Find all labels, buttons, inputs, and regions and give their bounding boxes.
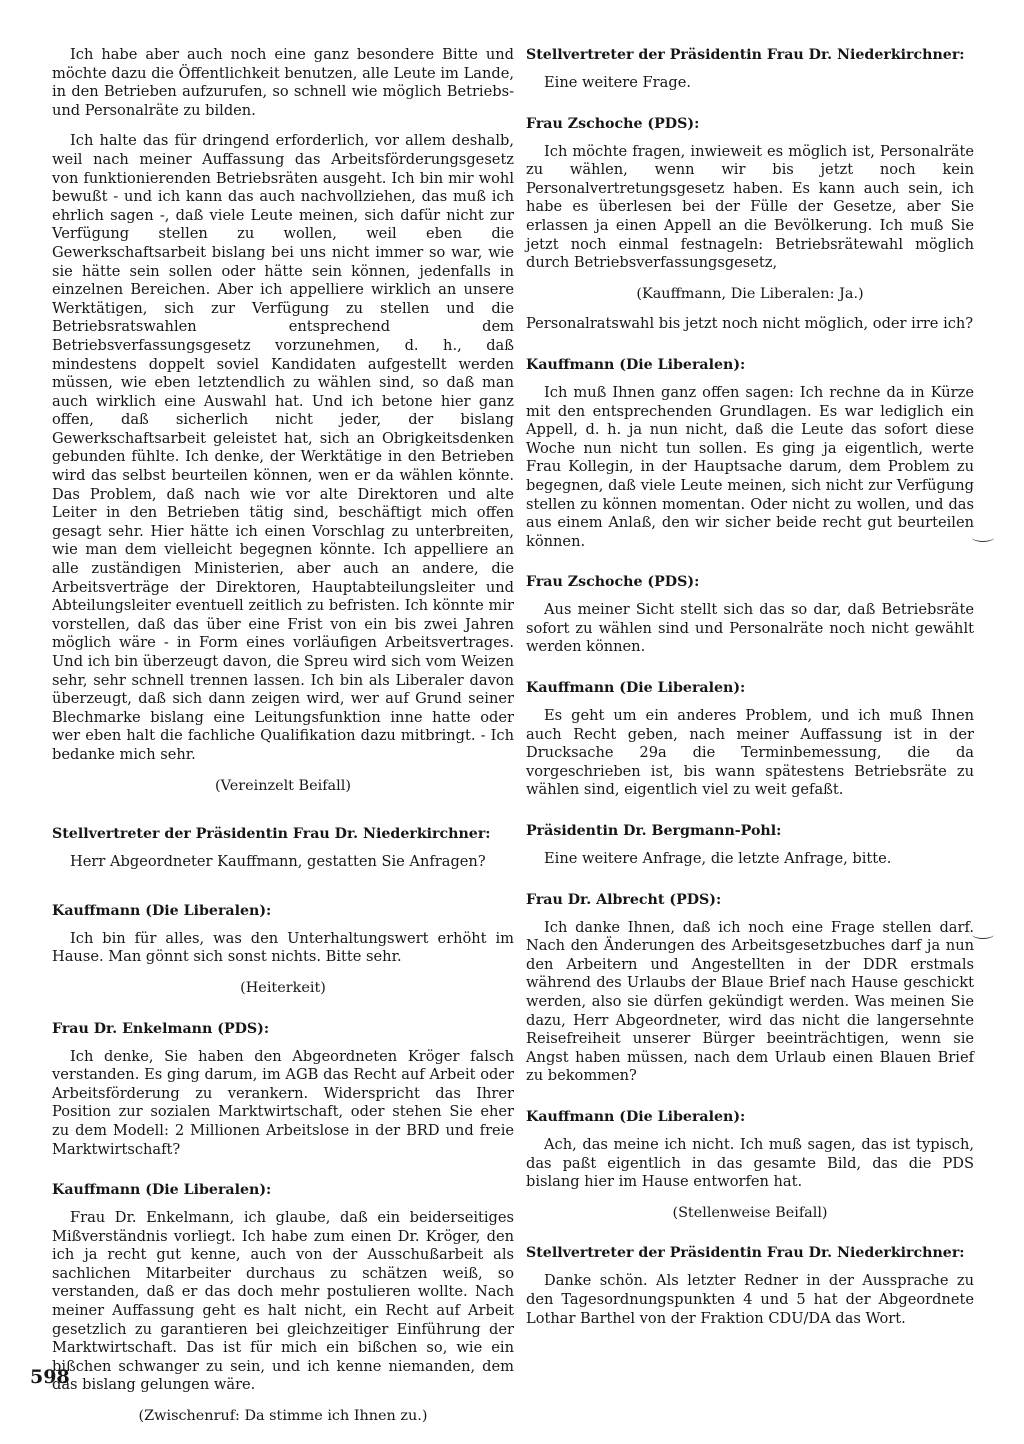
speaker-heading: Kauffmann (Die Liberalen): bbox=[526, 680, 746, 697]
right-column bbox=[526, 46, 974, 1328]
margin-mark bbox=[972, 533, 994, 542]
paragraph: Danke schön. Als letzter Redner in der Aussprache zu den Tagesordnungspunkten 4 und 5 hat der Abgeordnete Lothar Barthel von der Fraktion CDU/DA das Wort. bbox=[526, 1272, 974, 1327]
speaker-heading: Kauffmann (Die Liberalen): bbox=[526, 1108, 746, 1125]
speaker-heading: Frau Dr. Enkelmann (PDS): bbox=[52, 1020, 270, 1037]
speaker-heading: Stellvertreter der Präsidentin Frau Dr. Niederkirchner: bbox=[526, 47, 965, 63]
paragraph: Ich bin für alles, was den Unterhaltungswert erhöht im Hause. Man gönnt sich sonst nichts. Bitte sehr. bbox=[52, 929, 514, 966]
paragraph: Personalratswahl bis jetzt noch nicht möglich, oder irre ich? bbox=[526, 315, 974, 333]
interjection: (Zwischenruf: Da stimme ich Ihnen zu.) bbox=[138, 1408, 428, 1425]
speaker-heading: Kauffmann (Die Liberalen): bbox=[52, 902, 272, 919]
speaker-heading: Kauffmann (Die Liberalen): bbox=[526, 356, 746, 373]
paragraph: Ich muß Ihnen ganz offen sagen: Ich rechne da in Kürze mit den entsprechenden Grundlagen. Es war lediglich ein Appell, d. h. ja nun nicht, daß die Leute das sofort diese Woche nun nicht tun sollen. Es ging ja eigentlich, werte Frau Kollegin, in der Hauptsache darum, dem Problem zu begegnen, daß viele Leute meinen, sich nicht zur Verfügung stellen zu können momentan. Oder nicht zu wollen, und das aus einem Anlaß, den wir sicher beide recht gut beurteilen können. bbox=[526, 383, 974, 550]
paragraph: Frau Dr. Enkelmann, ich glaube, daß ein beiderseitiges Mißverständnis vorliegt. Ich habe zum einen Dr. Kröger, den ich ja recht gut kenne, auch von der Ausschußarbeit als sachlichen Mitarbeiter durchaus zu schätzen weiß, so verstanden, daß er das doch mehr postulieren wollte. Nach meiner Auffassung geht es halt nicht, ein Recht auf Arbeit gesetzlich zu garantieren bei gleichzeitiger Einführung der Marktwirtschaft. Das ist für mich ein bißchen so, wie ein bißchen schwanger zu sein, und ich kenne niemanden, dem das bislang gelungen wäre. bbox=[52, 1209, 514, 1394]
paragraph: Ich danke Ihnen, daß ich noch eine Frage stellen darf. Nach den Änderungen des Arbeitsgesetzbuches darf ja nun den Arbeitern und Angestellten in der DDR erstmals während des Urlaubs der Blaue Brief nach Hause geschickt werden, also sie dürfen gekündigt werden. Was meinen Sie dazu, Herr Abgeordneter, wird das nicht die langersehnte Reisefreiheit unserer Bürger beeinträchtigen, wenn sie Angst haben müssen, nach dem Urlaub einen Blauen Brief zu bekommen? bbox=[526, 918, 974, 1085]
speaker-heading: Frau Zschoche (PDS): bbox=[526, 574, 700, 591]
interjection: (Vereinzelt Beifall) bbox=[215, 777, 351, 794]
speaker-heading: Frau Zschoche (PDS): bbox=[526, 115, 700, 132]
interjection: (Kauffmann, Die Liberalen: Ja.) bbox=[636, 285, 864, 302]
speaker-heading: Kauffmann (Die Liberalen): bbox=[52, 1182, 272, 1199]
interjection: (Heiterkeit) bbox=[240, 979, 326, 996]
paragraph: Ich habe aber auch noch eine ganz besondere Bitte und möchte dazu die Öffentlichkeit benutzen, alle Leute im Lande, in den Betrieben aufzurufen, so schnell wie möglich Betriebs- und Personalräte zu bilden. bbox=[52, 46, 514, 119]
paragraph: Eine weitere Anfrage, die letzte Anfrage, bitte. bbox=[544, 850, 892, 868]
paragraph: Ich möchte fragen, inwieweit es möglich ist, Personalräte zu wählen, wenn wir bis jetzt noch kein Personalvertretungsgesetz haben. Es kann auch sein, ich habe es überlesen bei der Fülle der Gesetze, aber Sie erlassen ja einen Appell an die Bevölkerung. Ich muß Sie jetzt noch einmal festnageln: Betriebsrätewahl möglich durch Betriebsverfassungsgesetz, bbox=[526, 142, 974, 272]
page-number: 598 bbox=[30, 1366, 70, 1388]
speaker-heading: Frau Dr. Albrecht (PDS): bbox=[526, 891, 722, 908]
speaker-heading: Stellvertreter der Präsidentin Frau Dr. Niederkirchner: bbox=[526, 1245, 965, 1262]
paragraph: Es geht um ein anderes Problem, und ich muß Ihnen auch Recht geben, nach meiner Auffassung ist in der Drucksache 29a die Terminbemessung, die da vorgeschrieben ist, bis wann spätestens Betriebsräte zu wählen sind, eigentlich viel zu weit gefaßt. bbox=[526, 707, 974, 799]
paragraph: Ich halte das für dringend erforderlich, vor allem deshalb, weil nach meiner Auffassung das Arbeitsförderungsgesetz von funktionierenden Betriebsräten ausgeht. Ich bin mir wohl bewußt - und ich kann das auch nachvollziehen, das muß ich ehrlich sagen -, daß viele Leute meinen, sich dafür nicht zur Verfügung stellen zu wollen, weil eben die Gewerkschaftsarbeit bislang bei uns nicht immer so war, wie sie hätte sein sollen oder hätte sein können, jedenfalls in einzelnen Bereichen. Aber ich appelliere wirklich an unsere Werktätigen, sich zur Verfügung zu stellen und die Betriebsratswahlen entsprechend dem Betriebsverfassungsgesetz vorzunehmen, d. h., daß mindestens doppelt soviel Kandidaten aufgestellt werden müssen, wie eben letztendlich zu wählen sind, so daß man auch wirklich eine Auswahl hat. Und ich betone hier ganz offen, daß sicherlich nicht jeder, der bislang Gewerkschaftsarbeit geleistet hat, sich an Obrigkeitsdenken gebunden fühlte. Ich denke, der Werktätige in den Betrieben wird das selbst beurteilen können, wen er da wählen könnte. Das Problem, daß nach wie vor alte Direktoren und alte Leiter in den Betrieben tätig sind, beschäftigt mich offen gesagt sehr. Hier hätte ich einen Vorschlag zu unterbreiten, wie man dem vielleicht begegnen könnte. Ich appelliere an alle zuständigen Ministerien, aber auch an andere, die Arbeitsverträge der Direktoren, Hauptabteilungsleiter und Abteilungsleiter eventuell zeitlich zu befristen. Ich könnte mir vorstellen, daß das über eine Frist von ein bis zwei Jahren möglich wäre - in Form eines vorläufigen Arbeitsvertrages. Und ich bin überzeugt davon, die Spreu wird sich vom Weizen sehr, sehr schnell trennen lassen. Ich bin als Liberaler davon überzeugt, daß sich dann zeigen wird, wer auf Grund seiner Blechmarke bislang eine Leitungsfunktion inne hatte oder wer eben halt die fachliche Qualifikation dazu mitbringt. - Ich bedanke mich sehr. bbox=[52, 132, 514, 763]
paragraph: Ich denke, Sie haben den Abgeordneten Kröger falsch verstanden. Es ging darum, im AGB das Recht auf Arbeit oder Arbeitsförderung zu verankern. Widerspricht das Ihrer Position zur sozialen Marktwirtschaft, oder stehen Sie eher zu dem Modell: 2 Millionen Arbeitslose in der BRD und freie Marktwirtschaft? bbox=[52, 1047, 514, 1158]
paragraph: Aus meiner Sicht stellt sich das so dar, daß Betriebsräte sofort zu wählen sind und Personalräte noch nicht gewählt werden können. bbox=[526, 601, 974, 656]
speaker-heading: Stellvertreter der Präsidentin Frau Dr. Niederkirchner: bbox=[52, 826, 491, 843]
margin-mark bbox=[972, 930, 994, 939]
paragraph: Ach, das meine ich nicht. Ich muß sagen, das ist typisch, das paßt eigentlich in das gesamte Bild, das die PDS bislang hier im Hause entworfen hat. bbox=[526, 1135, 974, 1191]
paragraph: Herr Abgeordneter Kauffmann, gestatten Sie Anfragen? bbox=[70, 853, 486, 871]
speaker-heading: Präsidentin Dr. Bergmann-Pohl: bbox=[526, 823, 782, 840]
paragraph: Eine weitere Frage. bbox=[544, 74, 691, 91]
interjection: (Stellenweise Beifall) bbox=[672, 1204, 828, 1221]
left-column bbox=[52, 46, 514, 1426]
